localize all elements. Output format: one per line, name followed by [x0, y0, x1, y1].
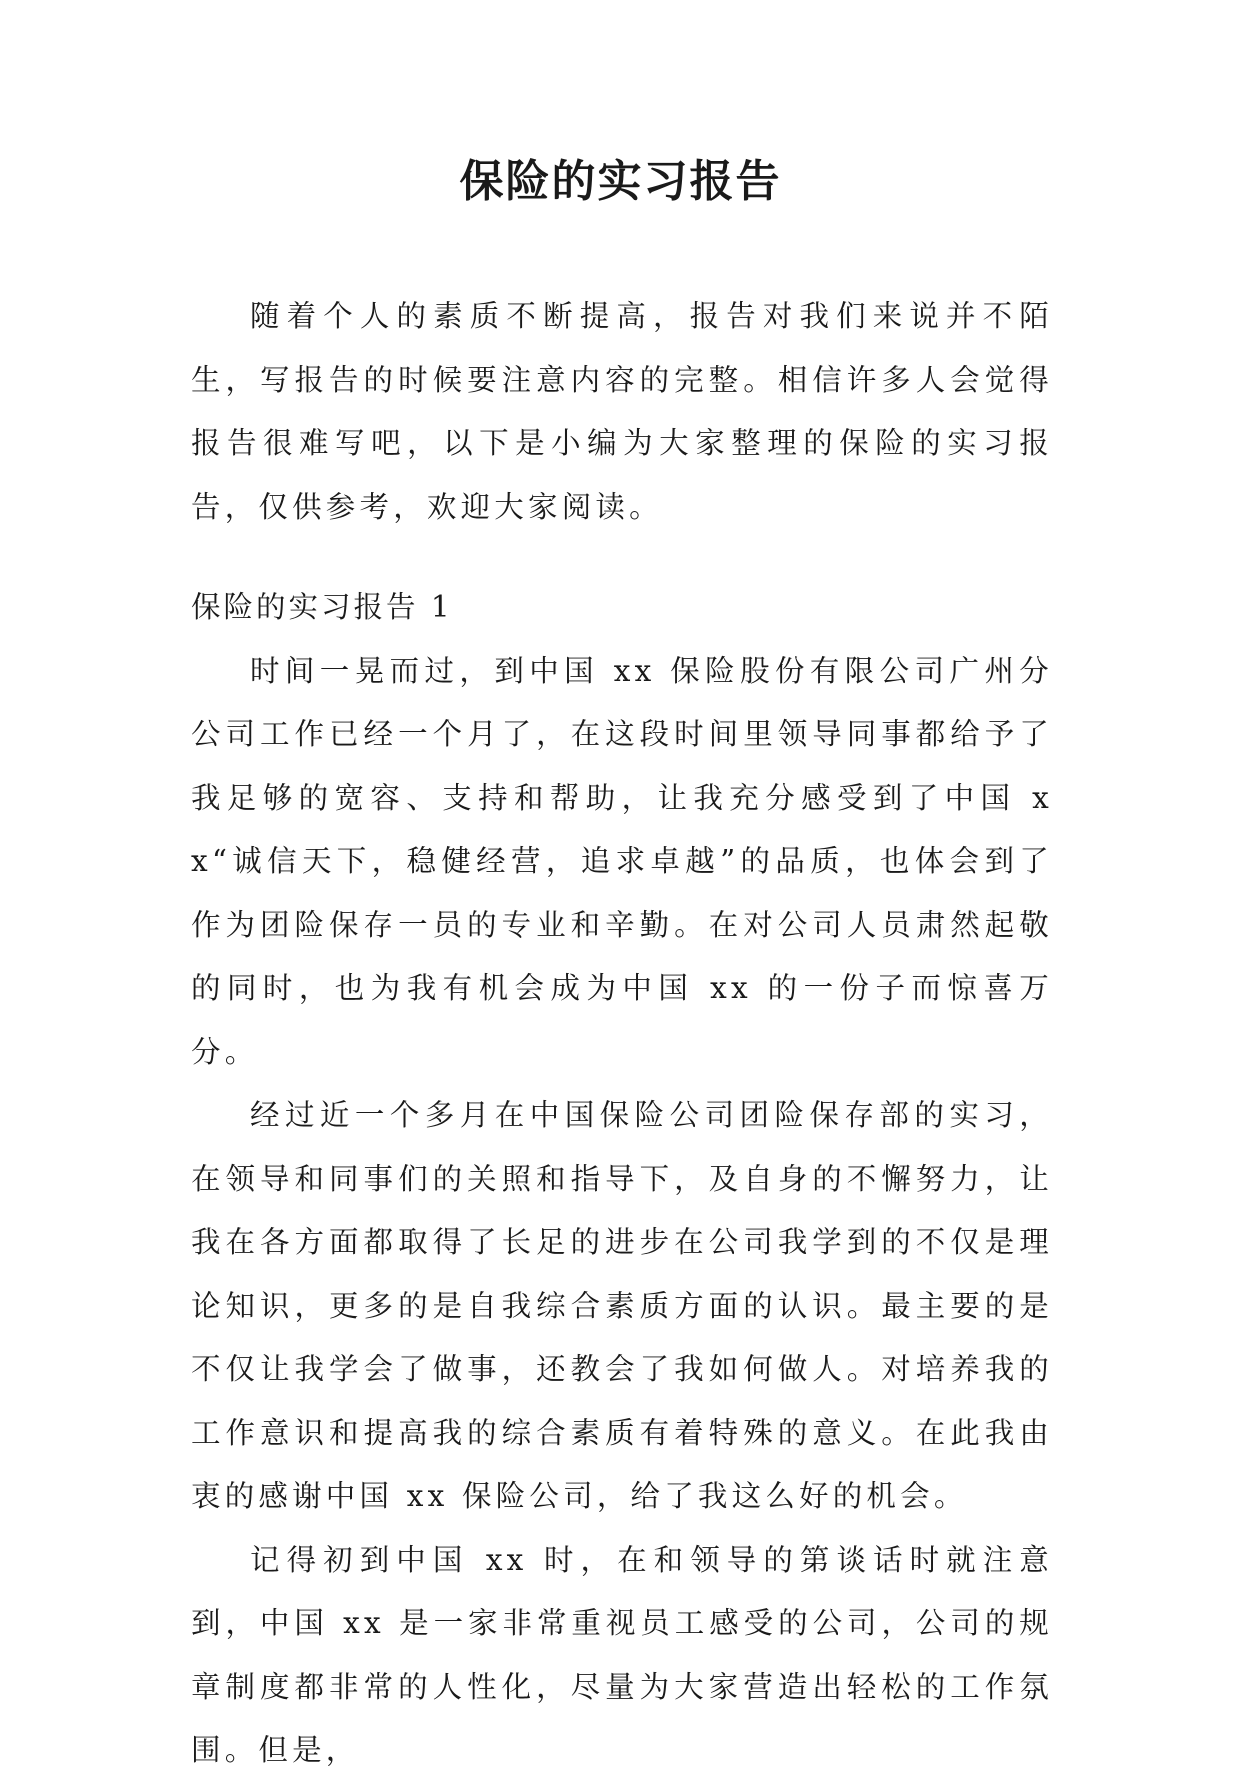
document-title: 保险的实习报告 [459, 156, 782, 207]
section-paragraph-1: 时间一晃而过，到中国 xx 保险股份有限公司广州分公司工作已经一个月了，在这段时间里领导同事都给予了我足够的宽容、支持和帮助，让我充分感受到了中国 xx“诚信天下，稳健经营，追求卓越”的品质，也体会到了作为团险保存一员的专业和辛勤。在对公司人员肃然起敬的同时，也为我有机会成为中国 xx 的一份子而惊喜万分。 [191, 653, 1053, 1069]
section-paragraph-2: 经过近一个多月在中国保险公司团险保存部的实习，在领导和同事们的关照和指导下，及自身的不懈努力，让我在各方面都取得了长足的进步在公司我学到的不仅是理论知识，更多的是自我综合素质方面的认识。最主要的是不仅让我学会了做事，还教会了我如何做人。对培养我的工作意识和提高我的综合素质有着特殊的意义。在此我由衷的感谢中国 xx 保险公司，给了我这么好的机会。 [191, 1098, 1053, 1513]
report-section-1 [191, 576, 1053, 1783]
section-heading: 保险的实习报告 1 [191, 590, 453, 624]
intro-section [191, 285, 1053, 539]
intro-paragraph: 随着个人的素质不断提高，报告对我们来说并不陌生，写报告的时候要注意内容的完整。相信许多人会觉得报告很难写吧，以下是小编为大家整理的保险的实习报告，仅供参考，欢迎大家阅读。 [191, 299, 1053, 524]
section-paragraph-3: 记得初到中国 xx 时，在和领导的第谈话时就注意到，中国 xx 是一家非常重视员工感受的公司，公司的规章制度都非常的人性化，尽量为大家营造出轻松的工作氛围。但是， [191, 1542, 1053, 1767]
